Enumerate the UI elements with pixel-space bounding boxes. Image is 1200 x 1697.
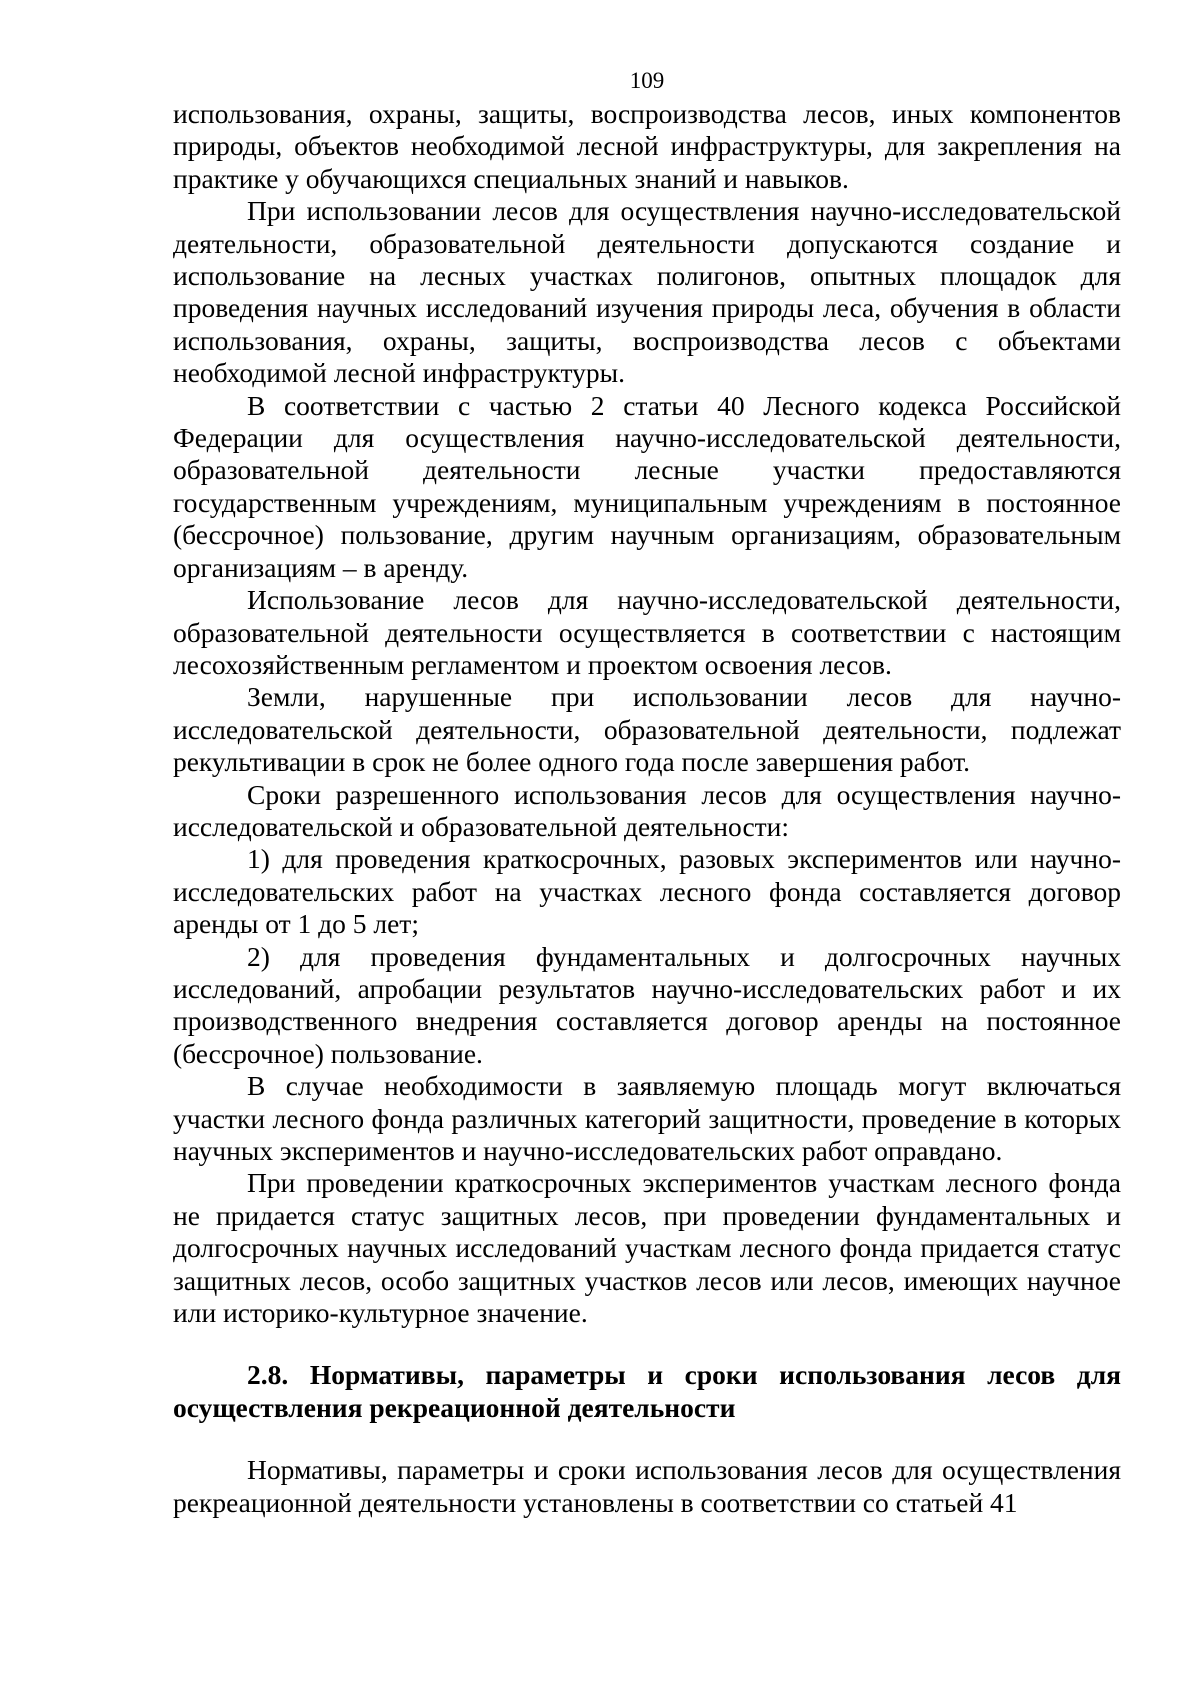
paragraph: Сроки разрешенного использования лесов для осуществления научно-исследовательской и образовательной деятельности: [173, 778, 1121, 842]
paragraph: В случае необходимости в заявляемую площадь могут включаться участки лесного фонда различных категорий защитности, проведение в которых научных экспериментов и научно-исследовательских работ оправдано. [173, 1070, 1121, 1166]
list-item: 1) для проведения краткосрочных, разовых экспериментов или научно-исследовательских работ на участках лесного фонда составляется договор аренды от 1 до 5 лет; [173, 843, 1121, 940]
document-page [173, 66, 1121, 1519]
section-paragraph: Нормативы, параметры и сроки использования лесов для осуществления рекреационной деятельности установлены в соответствии со статьей 41 [173, 1454, 1121, 1518]
paragraph: При использовании лесов для осуществления научно-исследовательской деятельности, образовательной деятельности допускаются создание и использование на лесных участках полигонов, опытных площадок для проведения научных исследований изучения природы леса, обучения в области использования, охраны, защиты, воспроизводства лесов с объектами необходимой лесной инфраструктуры. [173, 195, 1121, 389]
paragraph: В соответствии с частью 2 статьи 40 Лесного кодекса Российской Федерации для осуществления научно-исследовательской деятельности, образовательной деятельности лесные участки предоставляются государственным учреждениям, муниципальным учреждениям в постоянное (бессрочное) пользование, другим научным организациям, образовательным организациям – в аренду. [173, 389, 1121, 583]
list-item: 2) для проведения фундаментальных и долгосрочных научных исследований, апробации результатов научно-исследовательских работ и их производственного внедрения составляется договор аренды на постоянное (бессрочное) пользование. [173, 940, 1121, 1069]
page-number: 109 [629, 68, 665, 93]
paragraph-continuation: использования, охраны, защиты, воспроизводства лесов, иных компонентов природы, объектов необходимой лесной инфраструктуры, для закрепления на практике у обучающихся специальных знаний и навыков. [173, 98, 1121, 194]
paragraph: Использование лесов для научно-исследовательской деятельности, образовательной деятельности осуществляется в соответствии с настоящим лесохозяйственным регламентом и проектом освоения лесов. [173, 584, 1121, 680]
paragraph: При проведении краткосрочных экспериментов участкам лесного фонда не придается статус защитных лесов, при проведении фундаментальных и долгосрочных научных исследований участкам лесного фонда придается статус защитных лесов, особо защитных участков лесов или лесов, имеющих научное или историко-культурное значение. [173, 1167, 1121, 1329]
paragraph: Земли, нарушенные при использовании лесов для научно-исследовательской деятельности, образовательной деятельности, подлежат рекультивации в срок не более одного года после завершения работ. [173, 681, 1121, 778]
section-heading: 2.8. Нормативы, параметры и сроки использования лесов для осуществления рекреационной деятельности [173, 1359, 1121, 1423]
